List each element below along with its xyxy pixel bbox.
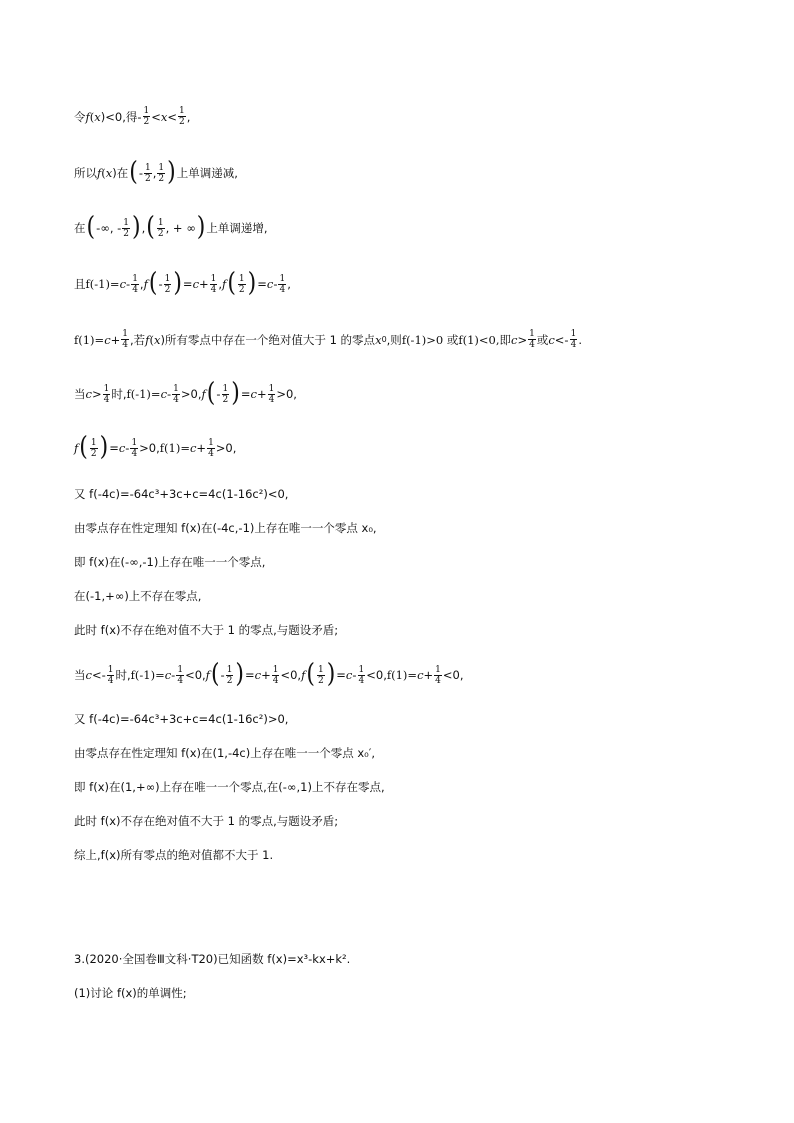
fraction xyxy=(157,163,165,184)
denominator: 4 xyxy=(103,394,110,405)
text: 上单调递增, xyxy=(206,221,268,235)
denominator: 4 xyxy=(131,448,138,459)
text: , xyxy=(218,277,223,291)
math-x: x xyxy=(105,166,113,180)
question-3-part-1: (1)讨论 f(x)的单调性; xyxy=(74,986,187,1000)
numerator: 1 xyxy=(358,664,365,675)
math-c: c xyxy=(164,668,172,682)
line-18: 综上,f(x)所有零点的绝对值都不大于 1. xyxy=(74,848,274,862)
line-13: 当 c <- $\frac{1}{4}$ 时, f(-1)= c - $\frac{1}{4}$ <0, f ( - $\frac{1}{2}$ ) = c + $\frac{1}{4}$ <0, f ( $\frac{1}{2}$ ) = c - $\frac{1}{4}$ <0, f(1)= c + $\frac{1}{4}$ <0, xyxy=(74,659,464,690)
math-expr: f(1)= xyxy=(74,332,105,347)
denominator: 4 xyxy=(132,284,138,295)
text: 上单调递减, xyxy=(176,166,238,180)
denominator: 2 xyxy=(179,117,185,127)
fraction xyxy=(358,665,366,686)
text: + xyxy=(196,441,207,455)
text: 时, xyxy=(111,387,127,401)
text: - xyxy=(126,277,131,291)
line-14: 又 f(-4c)=-64c³+3c+c=4c(1-16c²)>0, xyxy=(74,712,289,726)
numerator: 1 xyxy=(123,217,130,228)
text: 所以 xyxy=(74,166,97,180)
line-4: 且 f(-1)= c - $\frac{1}{4}$ , f ( - $\frac{1}{2}$ ) = c + $\frac{1}{4}$ , f ( $\frac{1}{2}$ ) = c - $\frac{1}{4}$ , xyxy=(74,268,291,299)
math-f: f xyxy=(85,109,90,124)
text: - xyxy=(171,668,176,682)
math-c: c xyxy=(266,277,274,291)
fraction xyxy=(164,274,172,295)
text: 且 xyxy=(74,277,86,291)
math-c: c xyxy=(118,441,126,455)
text: + xyxy=(423,668,434,682)
math-c: c xyxy=(250,387,257,401)
text: = xyxy=(257,277,267,291)
text: >0, xyxy=(139,441,160,455)
text: = xyxy=(109,441,119,455)
numerator: 1 xyxy=(222,383,229,394)
text: <- xyxy=(554,332,569,347)
math-c: c xyxy=(160,387,168,401)
math-x: x xyxy=(160,109,168,124)
numerator: 1 xyxy=(238,273,245,284)
text: 在 xyxy=(74,221,86,235)
text: 时, xyxy=(115,668,131,682)
math-f: f xyxy=(301,668,306,682)
fraction xyxy=(122,218,130,239)
math-expr: f(-1)>0 或 xyxy=(401,332,459,347)
question-3-heading: 3.(2020·全国卷Ⅲ文科·T20)已知函数 f(x)=x³-kx+k². xyxy=(74,952,351,966)
fraction xyxy=(144,163,152,184)
math-f: f xyxy=(205,668,210,682)
text: + xyxy=(256,387,267,401)
math-f: f xyxy=(201,387,206,401)
math-f: f xyxy=(145,332,150,347)
text: > xyxy=(91,387,102,401)
text: , xyxy=(139,277,144,291)
numerator: 1 xyxy=(210,273,217,284)
numerator: 1 xyxy=(132,273,138,284)
numerator: 1 xyxy=(173,383,179,394)
denominator: 4 xyxy=(272,675,279,686)
text: + xyxy=(199,277,209,291)
numerator: 1 xyxy=(435,664,441,675)
math-f: f xyxy=(74,441,79,455)
text: - xyxy=(125,441,130,455)
text: >0, xyxy=(215,441,237,455)
denominator: 2 xyxy=(158,173,165,184)
denominator: 2 xyxy=(226,675,233,686)
numerator: 1 xyxy=(122,329,129,339)
numerator: 1 xyxy=(177,664,184,675)
numerator: 1 xyxy=(145,162,151,173)
line-7: f ( $\frac{1}{2}$ ) = c - $\frac{1}{4}$ >0, f(1)= c + $\frac{1}{4}$ >0, xyxy=(74,432,237,463)
fraction xyxy=(143,106,151,127)
math-c: c xyxy=(85,387,92,401)
numerator: 1 xyxy=(208,437,214,448)
math-x: x xyxy=(153,332,161,347)
denominator: 4 xyxy=(529,340,535,350)
text: > xyxy=(517,332,528,347)
denominator: 2 xyxy=(145,173,151,184)
text: ,则 xyxy=(386,332,402,347)
text: 当 xyxy=(74,387,86,401)
math-expr: f(1)<0,即 xyxy=(458,332,512,347)
fraction xyxy=(172,384,180,405)
text: + xyxy=(110,332,121,347)
numerator: 1 xyxy=(529,329,535,339)
text: , xyxy=(152,166,157,180)
fraction xyxy=(90,438,98,459)
denominator: 4 xyxy=(173,394,179,405)
line-16: 即 f(x)在(1,+∞)上存在唯一一个零点,在(-∞,1)上不存在零点, xyxy=(74,780,385,794)
line-2: 所以 f ( x )在 ( - $\frac{1}{2}$ , $\frac{1}{2}$ ) 上单调递减, xyxy=(74,157,238,188)
math-c: c xyxy=(417,668,424,682)
denominator: 2 xyxy=(123,228,130,239)
text: 令 xyxy=(74,109,86,124)
denominator: 4 xyxy=(208,448,214,459)
math-expr: f(-1)= xyxy=(126,387,161,401)
text: >0, xyxy=(276,387,297,401)
denominator: 4 xyxy=(570,340,577,350)
math-c: c xyxy=(254,668,262,682)
text: = xyxy=(245,668,255,682)
math-c: c xyxy=(104,332,111,347)
math-f: f xyxy=(143,277,148,291)
numerator: 1 xyxy=(164,273,171,284)
numerator: 1 xyxy=(317,664,324,675)
math-expr: f(-1)= xyxy=(85,277,120,291)
denominator: 2 xyxy=(222,394,229,405)
fraction xyxy=(434,665,442,686)
fraction xyxy=(178,106,186,127)
text: = xyxy=(182,277,193,291)
denominator: 4 xyxy=(435,675,441,686)
text: )在 xyxy=(112,166,129,180)
text: , xyxy=(141,221,146,235)
fraction xyxy=(222,384,230,405)
denominator: 2 xyxy=(90,448,97,459)
text: - xyxy=(167,387,172,401)
fraction xyxy=(210,274,218,295)
text: , xyxy=(287,277,291,291)
numerator: 1 xyxy=(157,217,164,228)
fraction xyxy=(317,665,325,686)
fraction xyxy=(272,665,280,686)
numerator: 1 xyxy=(90,437,97,448)
text: - xyxy=(220,668,225,682)
denominator: 2 xyxy=(317,675,324,686)
denominator: 4 xyxy=(122,340,129,350)
text: = xyxy=(240,387,251,401)
denominator: 4 xyxy=(279,284,286,295)
line-3: 在 ( -∞, - $\frac{1}{2}$ ) , ( $\frac{1}{2}$ , + ∞ ) 上单调递增, xyxy=(74,212,268,243)
numerator: 1 xyxy=(131,437,138,448)
text: < xyxy=(151,109,161,124)
text: 当 xyxy=(74,668,86,682)
line-10: 即 f(x)在(-∞,-1)上存在唯一一个零点, xyxy=(74,555,266,569)
denominator: 4 xyxy=(268,394,275,405)
numerator: 1 xyxy=(226,664,233,675)
line-6: 当 c > $\frac{1}{4}$ 时, f(-1)= c - $\frac{1}{4}$ >0, f ( - $\frac{1}{2}$ ) = c + $\frac{1}{4}$ >0, xyxy=(74,378,297,409)
line-15: 由零点存在性定理知 f(x)在(1,-4c)上存在唯一一个零点 x₀′, xyxy=(74,746,376,760)
fraction xyxy=(238,274,246,295)
math-f: f xyxy=(222,277,227,291)
numerator: 1 xyxy=(107,664,114,675)
fraction xyxy=(207,438,215,459)
text: - xyxy=(352,668,357,682)
math-expr: f(1)= xyxy=(159,441,190,455)
line-12: 此时 f(x)不存在绝对值不大于 1 的零点,与题设矛盾; xyxy=(74,623,339,637)
numerator: 1 xyxy=(570,329,577,339)
numerator: 1 xyxy=(268,383,275,394)
text: - xyxy=(158,277,163,291)
text: <- xyxy=(91,668,106,682)
text: . xyxy=(578,332,582,347)
math-c: c xyxy=(511,332,518,347)
line-1: 令 f ( x )<0,得- $\frac{1}{2}$ < x < $\frac{1}{2}$ , xyxy=(74,106,191,127)
numerator: 1 xyxy=(103,383,110,394)
math-c: c xyxy=(548,332,555,347)
text: = xyxy=(336,668,346,682)
fraction xyxy=(157,218,165,239)
text: - xyxy=(216,387,221,401)
text: <0, xyxy=(442,668,464,682)
text: -∞, - xyxy=(96,221,122,235)
text: - xyxy=(273,277,278,291)
text: <0, xyxy=(280,668,302,682)
math-x: x xyxy=(94,109,101,124)
fraction xyxy=(570,329,578,350)
text: 或 xyxy=(536,332,549,347)
denominator: 2 xyxy=(157,228,164,239)
math-c: c xyxy=(85,668,92,682)
text: <0, xyxy=(185,668,206,682)
math-x: x xyxy=(375,332,382,347)
denominator: 4 xyxy=(210,284,217,295)
text: + xyxy=(261,668,271,682)
math-c: c xyxy=(192,277,200,291)
denominator: 4 xyxy=(107,675,114,686)
math-expr: f(-1)= xyxy=(130,668,165,682)
text: - xyxy=(138,166,144,180)
line-17: 此时 f(x)不存在绝对值不大于 1 的零点,与题设矛盾; xyxy=(74,814,339,828)
math-expr: f(1)= xyxy=(386,668,418,682)
text: ,若 xyxy=(130,332,146,347)
line-5: f(1)= c + $\frac{1}{4}$ ,若 f ( x )所有零点中存在一个绝对值大于 1 的零点 x 0 ,则 f(-1)>0 或 f(1)<0,即 c > $\frac{1}{4}$ 或 c <- $\frac{1}{4}$ . xyxy=(74,329,582,350)
fraction xyxy=(268,384,276,405)
math-f: f xyxy=(97,166,102,180)
fraction xyxy=(278,274,286,295)
text: , xyxy=(186,109,191,124)
denominator: 2 xyxy=(164,284,171,295)
denominator: 2 xyxy=(238,284,245,295)
denominator: 4 xyxy=(358,675,365,686)
fraction xyxy=(226,665,234,686)
numerator: 1 xyxy=(279,273,286,284)
subscript: 0 xyxy=(381,334,387,344)
denominator: 4 xyxy=(177,675,184,686)
numerator: 1 xyxy=(143,106,150,116)
fraction xyxy=(130,438,138,459)
numerator: 1 xyxy=(179,106,185,116)
fraction xyxy=(528,329,536,350)
numerator: 1 xyxy=(272,664,279,675)
math-c: c xyxy=(119,277,127,291)
text: )<0,得- xyxy=(100,109,142,124)
fraction xyxy=(131,274,139,295)
fraction xyxy=(121,329,129,350)
text: )所有零点中存在一个绝对值大于 1 的零点 xyxy=(160,332,376,347)
text: >0, xyxy=(180,387,202,401)
fraction xyxy=(107,665,115,686)
math-c: c xyxy=(189,441,197,455)
text: < xyxy=(167,109,178,124)
text: , + ∞ xyxy=(165,221,196,235)
fraction xyxy=(103,384,111,405)
line-11: 在(-1,+∞)上不存在零点, xyxy=(74,589,202,603)
math-c: c xyxy=(345,668,353,682)
text: <0, xyxy=(366,668,387,682)
line-9: 由零点存在性定理知 f(x)在(-4c,-1)上存在唯一一个零点 x₀, xyxy=(74,521,377,535)
denominator: 2 xyxy=(143,117,150,127)
line-8: 又 f(-4c)=-64c³+3c+c=4c(1-16c²)<0, xyxy=(74,487,289,501)
fraction xyxy=(176,665,184,686)
numerator: 1 xyxy=(158,162,165,173)
